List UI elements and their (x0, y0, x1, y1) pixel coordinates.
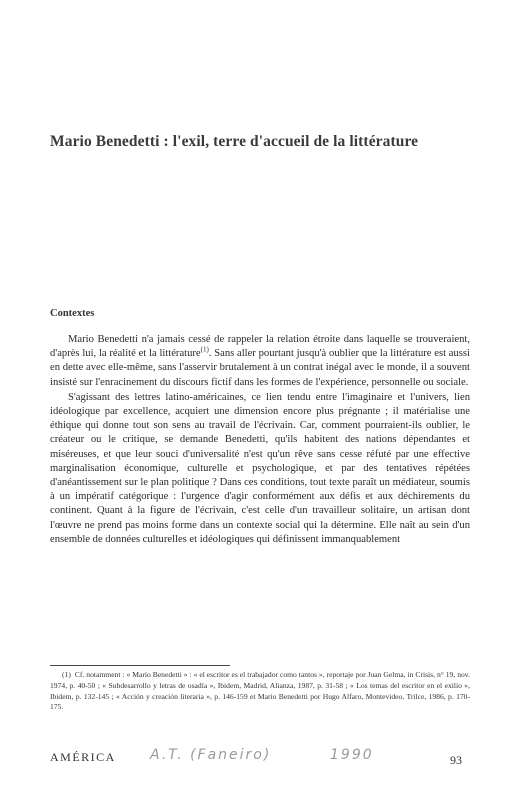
article-title: Mario Benedetti : l'exil, terre d'accueil de la littérature (50, 133, 419, 150)
handwritten-note: A.T. (Faneiro) (150, 747, 272, 763)
page-number: 93 (450, 753, 462, 767)
footnote-number: (1) (62, 670, 71, 679)
paragraph-text: . Sans aller pourtant jusqu'à oublier que la littérature est aussi en dette avec elle-même, sans l'asservir brutalement à un contrat inégal avec le monde, il a souvent insisté sur l'enracinement du discours fictif dans les formes de l'expérience, personnelle ou sociale. (50, 348, 470, 388)
journal-name: AMÉRICA (50, 750, 116, 764)
footnote-text: Cf. notamment : « Mario Benedetti » : « el escritor es el trabajador como tantos », reportaje por Juan Gelma, in Crisis, n° 19, nov. 1974, p. 40-50 ; « Subdesarrollo y letras de osadía », Ibidem, Madrid, Alianza, 1987, p. 31-58 ; « Los temas del escritor en el exilio », Ibidem, p. 132-145 ; « Acción y creación literaria », p. 146-159 et Mario Benedetti por Hugo Alfaro, Montevideo, Trilce, 1986, p. 170-175. (50, 670, 470, 712)
footnote-divider (50, 665, 230, 666)
paragraph: S'agissant des lettres latino-américaines, ce lien tendu entre l'imaginaire et l'univers, lien idéologique par excellence, acquiert une dimension encore plus prégnante ; il matérialise une éthique qui donne tout son sens au travail de l'écrivain. Car, comment pourraient-ils oublier, le créateur ou le critique, se demande Benedetti, qu'ils habitent des nations dépendantes et miséreuses, et que leur souci d'universalité n'est qu'un rêve sans cesse réfuté par une effective marginalisation économique, culturelle et psychologique, et par des tentatives répétées d'anéantissement sur le plan politique ? Dans ces conditions, tout texte paraît un médiateur, soumis à un impératif catégorique : l'urgence d'agir conformément aux défis et aux déchirements du continent. Quant à la figure de l'écrivain, c'est celle d'un travailleur solitaire, un artisan dont l'œuvre ne prend pas moins forme dans un contexte social qui la détermine. Elle naît au sein d'un ensemble de données culturelles et idéologiques qui définissent immanquablement (50, 391, 470, 545)
handwritten-year: 1990 (330, 747, 374, 763)
section-heading: Contextes (50, 308, 95, 319)
footnote-ref[interactable]: (1) (200, 345, 209, 354)
article-body (50, 333, 470, 547)
paragraph-text: Mario Benedetti n'a jamais cessé de rappeler la relation étroite dans laquelle se trouveraient, d'après lui, la réalité et la littérature (50, 334, 470, 360)
paragraph (50, 333, 470, 390)
footnote (50, 670, 470, 713)
